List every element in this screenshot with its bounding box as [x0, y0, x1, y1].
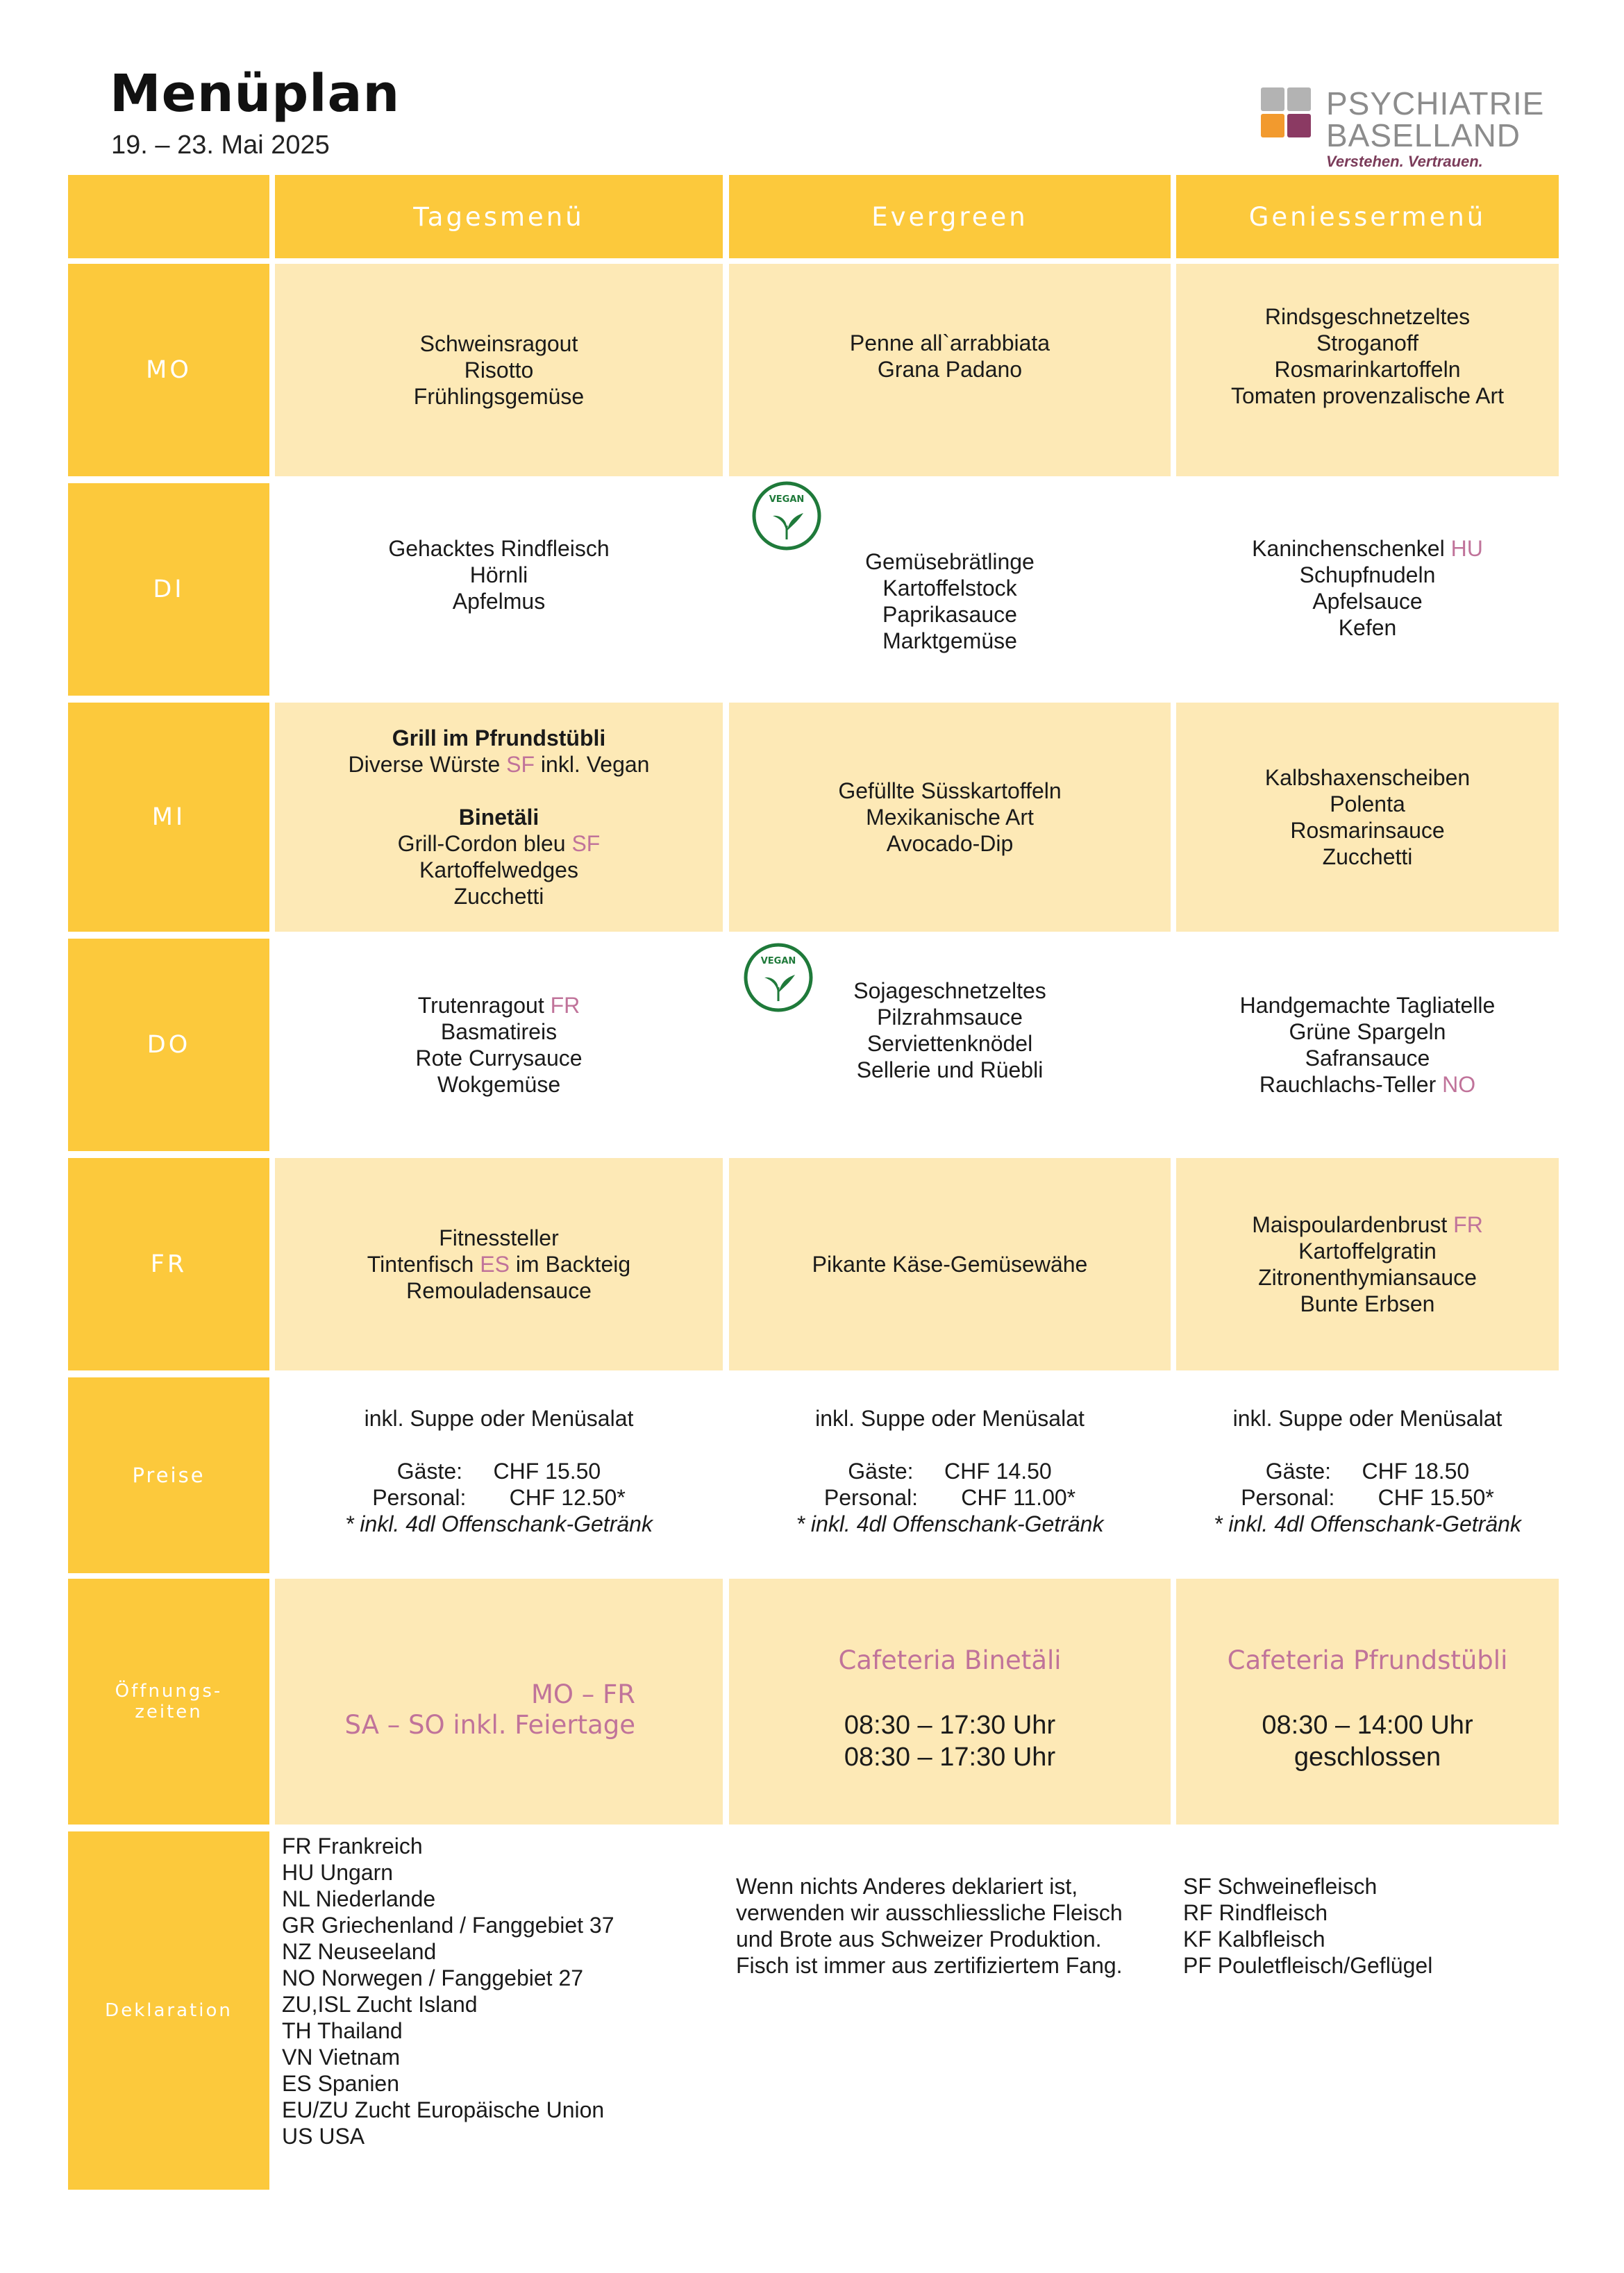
- menu-line: Gehacktes Rindfleisch: [388, 536, 610, 561]
- vegan-text: VEGAN: [760, 956, 796, 966]
- menu-line: Kartoffelwedges: [419, 857, 578, 882]
- menu-item: Rauchlachs-Teller: [1259, 1072, 1437, 1097]
- origin-item: ES Spanien: [282, 2071, 400, 2096]
- label-line: zeiten: [135, 1702, 203, 1722]
- menu-line: [349, 751, 650, 778]
- menu-line: Kartoffelstock: [882, 576, 1017, 601]
- menu-line: Bunte Erbsen: [1300, 1291, 1435, 1316]
- guests-price: CHF 15.50: [493, 1459, 601, 1484]
- guests-price: CHF 18.50: [1362, 1459, 1470, 1484]
- origin-code: SF: [506, 752, 535, 777]
- menu-cell-di-tages: [275, 483, 723, 696]
- note-line: Fisch ist immer aus zertifiziertem Fang.: [736, 1953, 1123, 1978]
- menu-cell-mi-tages: [275, 703, 723, 932]
- price-cell-tages: [275, 1377, 723, 1573]
- page-title: Menüplan: [110, 64, 401, 124]
- meat-item: PF Pouletfleisch/Geflügel: [1183, 1953, 1433, 1978]
- menu-cell-mi-geniesser: [1176, 703, 1559, 932]
- menu-line: Stroganoff: [1316, 330, 1419, 355]
- price-incl: inkl. Suppe oder Menüsalat: [815, 1406, 1085, 1431]
- price-cell-evergreen: [729, 1377, 1171, 1573]
- price-incl: inkl. Suppe oder Menüsalat: [1232, 1406, 1502, 1431]
- menu-line: Gemüsebrätlinge: [865, 549, 1035, 574]
- menu-line: Penne all`arrabbiata: [849, 330, 1050, 355]
- price-guests: [848, 1458, 1051, 1484]
- staff-price: CHF 15.50*: [1378, 1485, 1494, 1510]
- cafeteria-title: Cafeteria Pfrundstübli: [1227, 1645, 1508, 1675]
- menu-line: Kartoffelgratin: [1298, 1239, 1437, 1264]
- price-guests: [397, 1458, 601, 1484]
- vegan-badge-icon: [752, 481, 821, 551]
- origin-code: HU: [1450, 536, 1483, 561]
- row-label-preise: Preise: [68, 1377, 269, 1573]
- column-header-geniessermenue: Geniessermenü: [1176, 175, 1559, 258]
- menu-line: [418, 992, 580, 1018]
- menu-line: Zucchetti: [1322, 844, 1413, 869]
- logo-square: [1261, 114, 1284, 137]
- menu-line: Rindsgeschnetzeltes: [1264, 304, 1471, 329]
- menu-cell-mi-evergreen: [729, 703, 1171, 932]
- menu-item: Tintenfisch: [367, 1252, 474, 1277]
- price-guests: [1266, 1458, 1469, 1484]
- menu-item: Trutenragout: [417, 993, 544, 1018]
- menu-item: im Backteig: [515, 1252, 631, 1277]
- origin-item: ZU,ISL Zucht Island: [282, 1992, 478, 2017]
- origin-item: FR Frankreich: [282, 1834, 423, 1859]
- menu-line: Mexikanische Art: [866, 805, 1034, 830]
- note-line: verwenden wir ausschliessliche Fleisch: [736, 1900, 1123, 1925]
- menu-line: Binetäli: [458, 805, 539, 830]
- menu-line: Rosmarinkartoffeln: [1274, 357, 1461, 382]
- menu-line: Basmatireis: [440, 1019, 558, 1044]
- menu-cell-mo-geniesser: [1176, 264, 1559, 476]
- meat-item: KF Kalbfleisch: [1183, 1927, 1325, 1952]
- menu-line: Rosmarinsauce: [1290, 818, 1445, 843]
- price-note: * inkl. 4dl Offenschank-Getränk: [1214, 1511, 1521, 1536]
- menu-line: [1252, 1211, 1483, 1238]
- header-corner: [68, 175, 269, 258]
- menu-line: [1252, 535, 1483, 562]
- staff-label: Personal:: [1241, 1485, 1335, 1510]
- logo-tagline: Verstehen. Vertrauen.: [1326, 153, 1483, 170]
- row-label-deklaration: Deklaration: [68, 1831, 269, 2190]
- menu-line: Safransauce: [1305, 1046, 1430, 1071]
- guests-label: Gäste:: [1265, 1459, 1332, 1484]
- menu-line: Wokgemüse: [437, 1072, 561, 1097]
- day-label-do: DO: [68, 939, 269, 1151]
- menu-line: Apfelsauce: [1312, 589, 1423, 614]
- origin-code: SF: [571, 831, 601, 856]
- price-staff: [1241, 1484, 1494, 1511]
- origin-item: VN Vietnam: [282, 2045, 401, 2070]
- menu-cell-do-geniesser: [1176, 939, 1559, 1151]
- meat-item: SF Schweinefleisch: [1183, 1874, 1378, 1899]
- origin-item: NZ Neuseeland: [282, 1939, 437, 1964]
- note-line: Wenn nichts Anderes deklariert ist,: [736, 1874, 1078, 1899]
- day-label-mi: MI: [68, 703, 269, 932]
- origin-code: ES: [480, 1252, 510, 1277]
- menu-item: inkl. Vegan: [540, 752, 650, 777]
- menu-line: Remouladensauce: [406, 1278, 592, 1303]
- price-note: * inkl. 4dl Offenschank-Getränk: [345, 1511, 653, 1536]
- menu-cell-fr-tages: [275, 1158, 723, 1370]
- origin-item: GR Griechenland / Fanggebiet 37: [282, 1913, 614, 1938]
- guests-label: Gäste:: [396, 1459, 463, 1484]
- day-label-mo: MO: [68, 264, 269, 476]
- price-cell-geniesser: [1176, 1377, 1559, 1573]
- menu-line: Serviettenknödel: [867, 1031, 1033, 1056]
- menu-line: Frühlingsgemüse: [413, 384, 585, 409]
- menu-cell-fr-evergreen: [729, 1158, 1171, 1370]
- menu-line: Zitronenthymiansauce: [1258, 1265, 1477, 1290]
- opening-days-weekend: SA – SO inkl. Feiertage: [344, 1710, 635, 1740]
- origin-code: FR: [1453, 1212, 1483, 1237]
- column-header-tagesmenue: Tagesmenü: [275, 175, 723, 258]
- vegan-badge-icon: [744, 943, 813, 1012]
- logo-square: [1287, 114, 1311, 137]
- note-line: und Brote aus Schweizer Produktion.: [736, 1927, 1102, 1952]
- menu-item: Grill-Cordon bleu: [397, 831, 566, 856]
- opening-hours: 08:30 – 14:00 Uhr: [1262, 1711, 1473, 1740]
- row-label-oeffnungszeiten: [68, 1579, 269, 1825]
- origin-code: FR: [550, 993, 580, 1018]
- menu-line: Pilzrahmsauce: [877, 1005, 1023, 1030]
- logo-square: [1261, 87, 1284, 111]
- menu-item: Diverse Würste: [348, 752, 501, 777]
- vegan-text: VEGAN: [769, 494, 805, 505]
- menu-line: [398, 830, 601, 857]
- menu-line: Gefüllte Süsskartoffeln: [838, 778, 1062, 803]
- day-label-di: DI: [68, 483, 269, 696]
- menu-line: Marktgemüse: [882, 628, 1017, 653]
- origin-item: NL Niederlande: [282, 1886, 436, 1911]
- price-incl: inkl. Suppe oder Menüsalat: [364, 1406, 634, 1431]
- menu-line: Grüne Spargeln: [1289, 1019, 1446, 1044]
- menu-line: Tomaten provenzalische Art: [1230, 383, 1505, 408]
- menu-line: Grill im Pfrundstübli: [392, 725, 606, 750]
- opening-cell-binetaeli: [729, 1579, 1171, 1825]
- company-logo: [1261, 85, 1545, 170]
- menu-cell-mo-evergreen: [729, 264, 1171, 476]
- menu-line: Kefen: [1338, 615, 1397, 640]
- menu-line: Fitnessteller: [439, 1225, 559, 1250]
- menu-line: [367, 1251, 630, 1277]
- cafeteria-title: Cafeteria Binetäli: [838, 1645, 1062, 1675]
- origin-item: EU/ZU Zucht Europäische Union: [282, 2097, 605, 2122]
- menu-line: Polenta: [1330, 791, 1405, 816]
- date-range: 19. – 23. Mai 2025: [111, 131, 330, 160]
- origin-item: US USA: [282, 2124, 365, 2149]
- origin-code: NO: [1442, 1072, 1476, 1097]
- menu-cell-do-tages: [275, 939, 723, 1151]
- menu-line: Schweinsragout: [419, 331, 578, 356]
- staff-label: Personal:: [372, 1485, 467, 1510]
- menu-line: Risotto: [464, 358, 534, 383]
- opening-hours: 08:30 – 17:30 Uhr: [844, 1743, 1056, 1772]
- menu-cell-fr-geniesser: [1176, 1158, 1559, 1370]
- menu-line: Hörnli: [469, 562, 528, 587]
- staff-label: Personal:: [823, 1485, 919, 1510]
- opening-days-cell: [275, 1579, 723, 1825]
- menu-line: Apfelmus: [452, 589, 546, 614]
- origin-item: HU Ungarn: [282, 1860, 394, 1885]
- guests-price: CHF 14.50: [944, 1459, 1052, 1484]
- price-staff: [824, 1484, 1075, 1511]
- menu-line: [1259, 1071, 1475, 1098]
- menu-line: Schupfnudeln: [1299, 562, 1436, 587]
- logo-text-line1: PSYCHIATRIE: [1326, 85, 1545, 121]
- origin-item: TH Thailand: [282, 2018, 403, 2043]
- opening-cell-pfrundstuebli: [1176, 1579, 1559, 1825]
- menu-line: Grana Padano: [877, 357, 1023, 382]
- menu-line: Kalbshaxenscheiben: [1264, 765, 1471, 790]
- guests-label: Gäste:: [848, 1459, 914, 1484]
- opening-hours: 08:30 – 17:30 Uhr: [844, 1711, 1056, 1740]
- menu-line: Handgemachte Tagliatelle: [1239, 993, 1496, 1018]
- menu-line: Sojageschnetzeltes: [853, 978, 1046, 1003]
- menu-line: Zucchetti: [453, 884, 544, 909]
- menu-cell-di-geniesser: [1176, 483, 1559, 696]
- menu-item: Maispoulardenbrust: [1252, 1212, 1448, 1237]
- menu-line: Avocado-Dip: [886, 831, 1014, 856]
- menu-cell-mo-tages: [275, 264, 723, 476]
- origin-item: NO Norwegen / Fanggebiet 27: [282, 1965, 584, 1990]
- menu-line: Pikante Käse-Gemüsewähe: [812, 1252, 1088, 1277]
- logo-square: [1287, 87, 1311, 111]
- opening-hours: geschlossen: [1294, 1743, 1441, 1772]
- label-line: Öffnungs-: [115, 1681, 223, 1702]
- opening-days-weekdays: MO – FR: [530, 1679, 635, 1709]
- staff-price: CHF 11.00*: [961, 1485, 1076, 1510]
- menu-line: Paprikasauce: [882, 602, 1017, 627]
- price-staff: [372, 1484, 626, 1511]
- staff-price: CHF 12.50*: [509, 1485, 626, 1510]
- menu-line: Sellerie und Rüebli: [856, 1057, 1044, 1082]
- meat-item: RF Rindfleisch: [1183, 1900, 1328, 1925]
- day-label-fr: FR: [68, 1158, 269, 1370]
- menu-item: Kaninchenschenkel: [1252, 536, 1445, 561]
- menu-line: Rote Currysauce: [415, 1046, 583, 1071]
- column-header-evergreen: Evergreen: [729, 175, 1171, 258]
- logo-text-line2: BASELLAND: [1326, 117, 1521, 153]
- price-note: * inkl. 4dl Offenschank-Getränk: [796, 1511, 1104, 1536]
